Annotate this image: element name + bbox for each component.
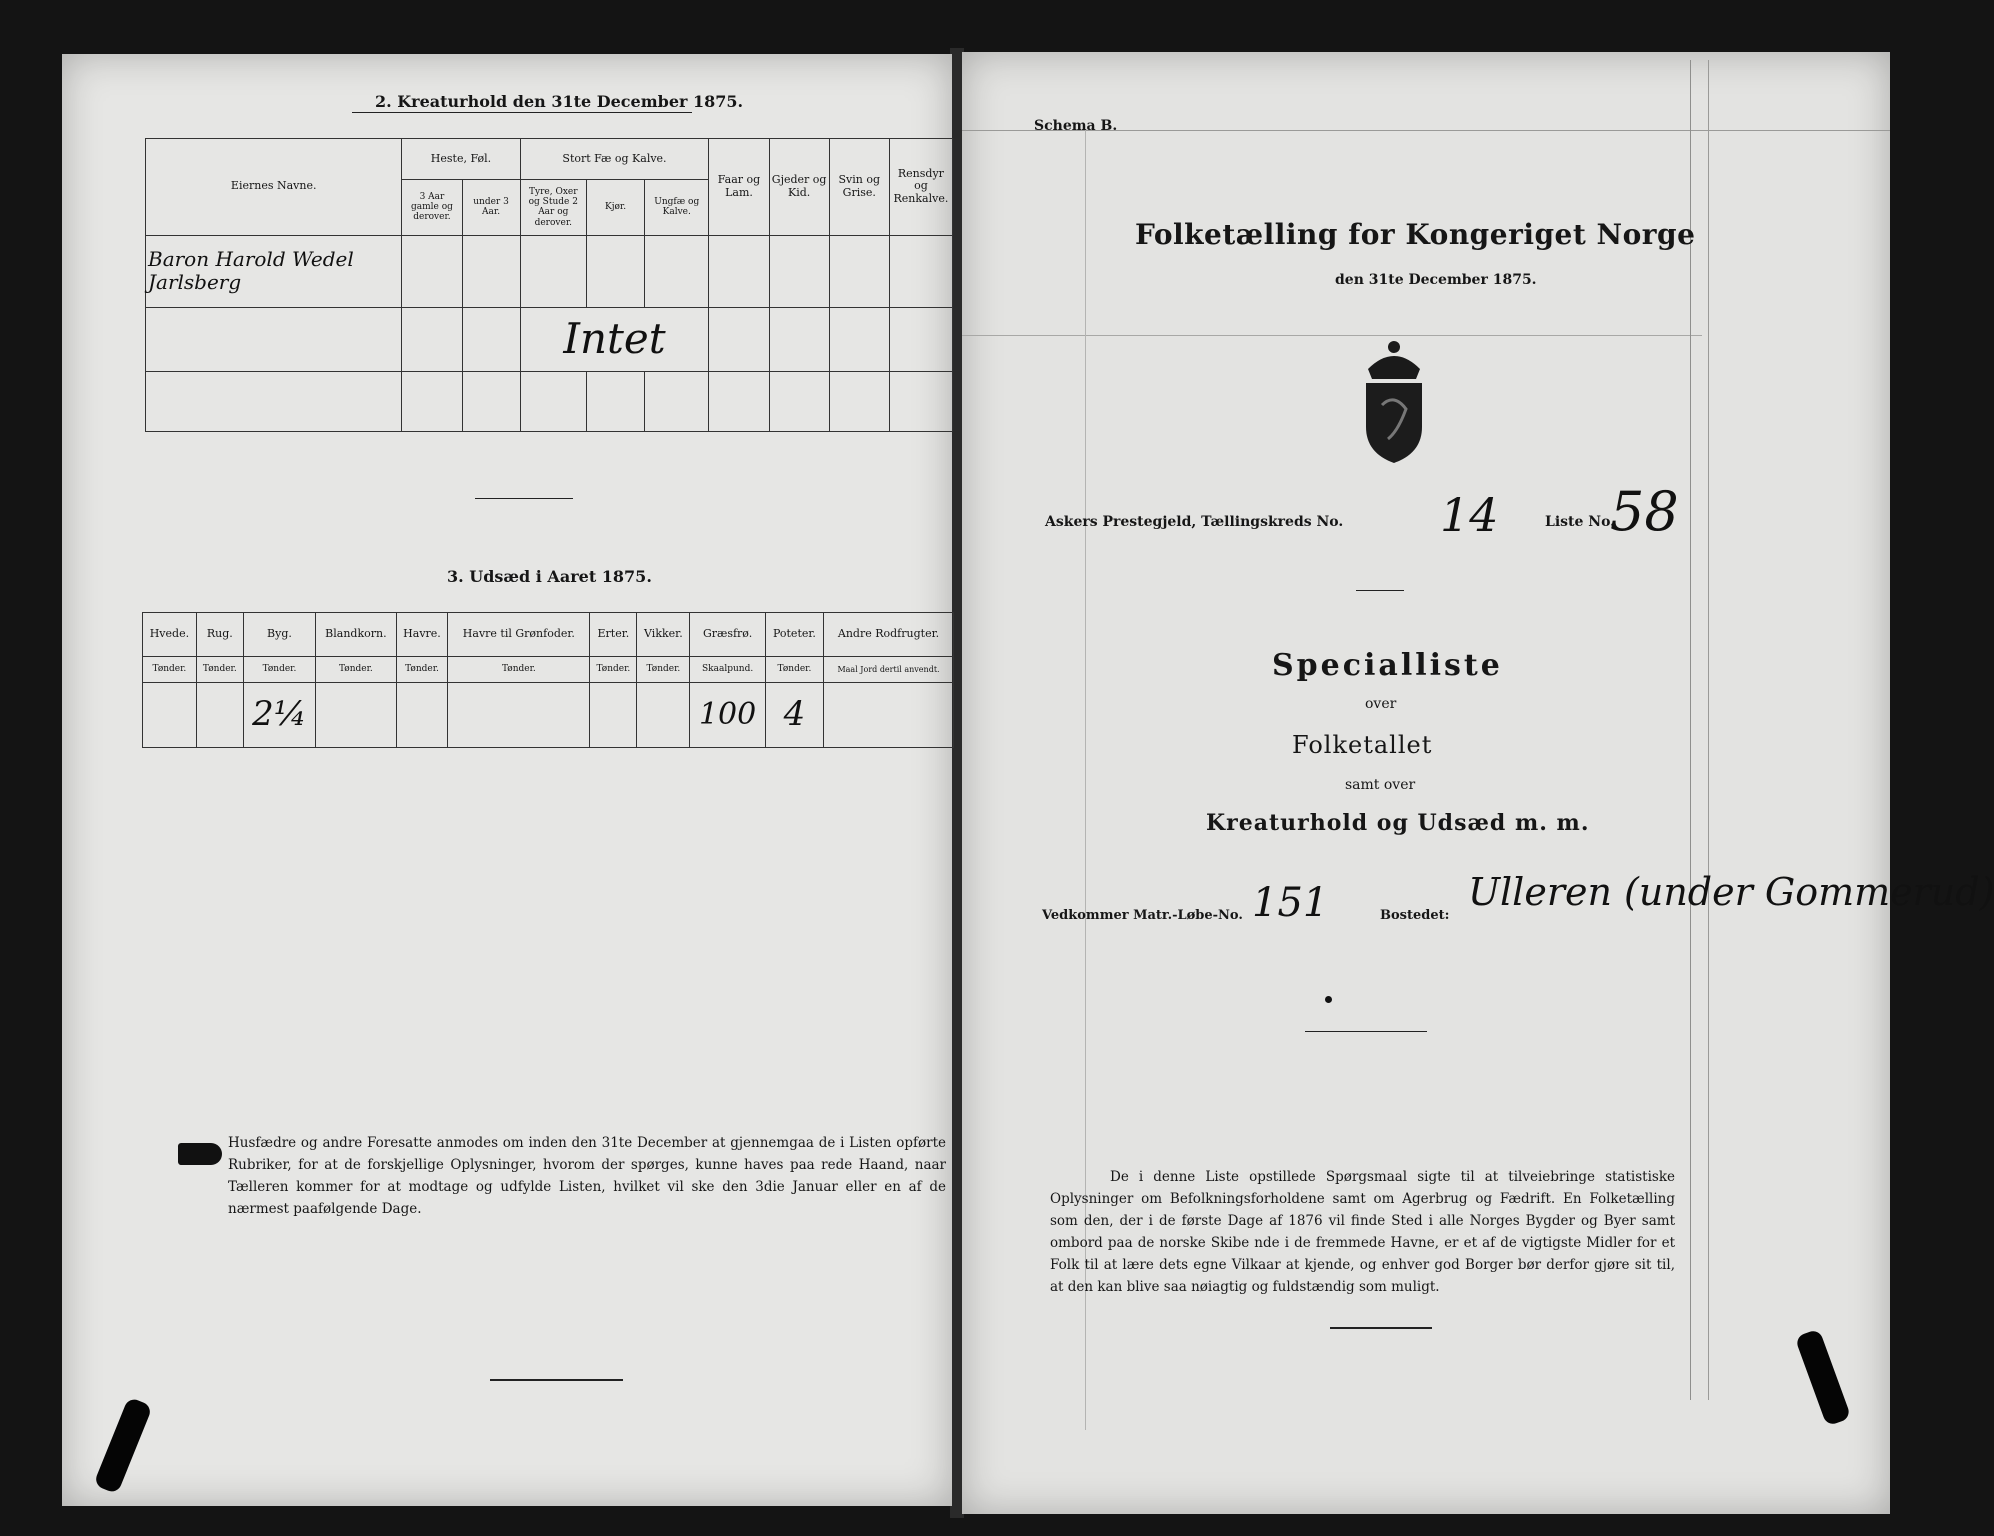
- reindeer-header: Rensdyr og Renkalve.: [889, 139, 952, 236]
- liste-number: 58: [1610, 480, 1679, 543]
- prestegjeld-label: Askers Prestegjeld, Tællingskreds No.: [1045, 514, 1344, 530]
- margin-text-column: [1715, 140, 1855, 1340]
- val-havre-gronfoder: [448, 682, 590, 747]
- bostedet-value: Ulleren (under Gommerud): [1468, 870, 1994, 914]
- val-erter: [590, 682, 637, 747]
- bleed-line: [1690, 60, 1691, 1400]
- val-poteter: 4: [765, 682, 823, 747]
- section3-title: 3. Udsæd i Aaret 1875.: [447, 567, 652, 586]
- main-title: Folketælling for Kongeriget Norge: [1135, 218, 1696, 251]
- livestock-table: [145, 138, 953, 432]
- col-erter: Erter.: [590, 613, 637, 657]
- coat-of-arms-icon: [1358, 335, 1430, 465]
- footer-rule-right: [1330, 1327, 1432, 1329]
- dot: [1325, 996, 1332, 1003]
- divider-short: [475, 498, 573, 499]
- unit-blandkorn: Tønder.: [316, 656, 397, 682]
- kreds-number: 14: [1440, 488, 1499, 542]
- col-blandkorn: Blandkorn.: [316, 613, 397, 657]
- pigs-header: Svin og Grise.: [829, 139, 889, 236]
- entry-note: Intet: [520, 307, 709, 371]
- bulls-header: Tyre, Oxer og Stude 2 Aar og derover.: [520, 179, 586, 235]
- seed-table: [142, 612, 954, 748]
- specialliste-heading: Specialliste: [1272, 648, 1503, 683]
- owner-header: Eiernes Navne.: [146, 139, 402, 236]
- col-rodfrugter: Andre Rodfrugter.: [824, 613, 954, 657]
- unit-erter: Tønder.: [590, 656, 637, 682]
- bleed-line: [1708, 60, 1709, 1400]
- cows-header: Kjør.: [587, 179, 645, 235]
- matr-number: 151: [1252, 880, 1329, 926]
- bleed-line: [962, 335, 1702, 336]
- unit-havre-gronfoder: Tønder.: [448, 656, 590, 682]
- unit-graesfro: Skaalpund.: [690, 656, 766, 682]
- footer-rule-left: [490, 1379, 623, 1381]
- val-blandkorn: [316, 682, 397, 747]
- col-havre: Havre.: [396, 613, 448, 657]
- col-poteter: Poteter.: [765, 613, 823, 657]
- horses-header: Heste, Føl.: [402, 139, 520, 180]
- col-rug: Rug.: [196, 613, 243, 657]
- title-underline: [352, 112, 692, 113]
- goats-header: Gjeder og Kid.: [769, 139, 829, 236]
- divider-right-2: [1305, 1031, 1427, 1032]
- owner-entry: Baron Harold Wedel Jarlsberg: [146, 235, 402, 307]
- over-text-1: over: [1365, 696, 1397, 712]
- unit-rodfrugter: Maal Jord dertil anvendt.: [824, 656, 954, 682]
- horses-adult-header: 3 Aar gamle og derover.: [402, 179, 462, 235]
- census-date: den 31te December 1875.: [1335, 272, 1537, 288]
- paragraph-text: De i denne Liste opstillede Spørgsmaal sigte til at tilveiebringe statistiske Oplysninger om Befolkningsforholdene samt om Agerbrug og Fædrift. En Folketælling som den, der i de første Dage af 1876 vil finde Sted i alle Norges Bygder og Byer samt ombord paa de norske Skibe nde i de fremmede Havne, er et af de vigtigste Midler for et Folk til at lære dets egne Vilkaar at kjende, og enhver god Borger bør derfor gjøre sit til, at den kan blive saa nøiagtig og fuldstændig som muligt.: [1050, 1169, 1675, 1295]
- sheep-header: Faar og Lam.: [709, 139, 769, 236]
- matr-label: Vedkommer Matr.-Løbe-No.: [1042, 908, 1243, 923]
- folketallet-text: Folketallet: [1292, 731, 1433, 759]
- val-havre: [396, 682, 448, 747]
- val-rodfrugter: [824, 682, 954, 747]
- horses-young-header: under 3 Aar.: [462, 179, 520, 235]
- kreaturhold-text: Kreaturhold og Udsæd m. m.: [1206, 810, 1590, 836]
- col-graesfro: Græsfrø.: [690, 613, 766, 657]
- unit-havre: Tønder.: [396, 656, 448, 682]
- pointing-hand-icon: [178, 1143, 222, 1165]
- unit-rug: Tønder.: [196, 656, 243, 682]
- val-byg: 2¼: [243, 682, 315, 747]
- samt-over-text: samt over: [1345, 777, 1416, 793]
- notice-text: Husfædre og andre Foresatte anmodes om inden den 31te December at gjennemgaa de i Listen opførte Rubriker, for at de forskjellige Oplysninger, hvorom der spørges, kunne haves paa rede Haand, naar Tælleren kommer for at modtage og udfylde Listen, hvilket vil ske den 3die Januar eller en af de nærmest paafølgende Dage.: [228, 1135, 946, 1217]
- val-vikker: [637, 682, 690, 747]
- unit-vikker: Tønder.: [637, 656, 690, 682]
- schema-label: Schema B.: [1034, 118, 1118, 134]
- val-hvede: [143, 682, 197, 747]
- calves-header: Ungfæ og Kalve.: [645, 179, 709, 235]
- unit-poteter: Tønder.: [765, 656, 823, 682]
- col-hvede: Hvede.: [143, 613, 197, 657]
- section2-title: 2. Kreaturhold den 31te December 1875.: [375, 92, 744, 111]
- col-vikker: Vikker.: [637, 613, 690, 657]
- col-byg: Byg.: [243, 613, 315, 657]
- val-graesfro: 100: [690, 682, 766, 747]
- bostedet-label: Bostedet:: [1380, 908, 1450, 923]
- col-havre-gronfoder: Havre til Grønfoder.: [448, 613, 590, 657]
- cattle-header: Stort Fæ og Kalve.: [520, 139, 709, 180]
- divider-right-1: [1356, 590, 1404, 591]
- unit-hvede: Tønder.: [143, 656, 197, 682]
- liste-label: Liste No.: [1545, 514, 1616, 530]
- unit-byg: Tønder.: [243, 656, 315, 682]
- val-rug: [196, 682, 243, 747]
